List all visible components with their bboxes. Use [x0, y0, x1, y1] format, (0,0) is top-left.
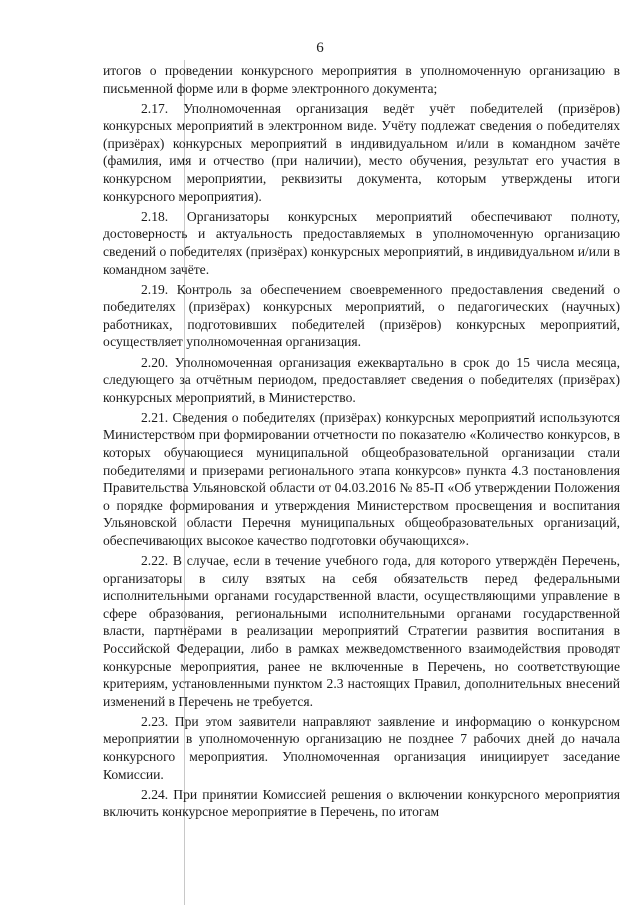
paragraph-2-19: 2.19. Контроль за обеспечением своевременного предоставления сведений о победителях (призёрах) конкурсных мероприятий, о педагогических (научных) работниках, подготовивших победителей (призёров) конкурсных мероприятий, осуществляет уполномоченная организация. — [103, 281, 620, 350]
paragraph-2-17: 2.17. Уполномоченная организация ведёт учёт победителей (призёров) конкурсных мероприятий в электронном виде. Учёту подлежат сведения о победителях (призёрах) конкурсных мероприятий в индивидуальном и/или в командном зачёте (фамилия, имя и отчество (при наличии), место обучения, результат его участия в конкурсном мероприятии, реквизиты документа, которым утверждены итоги конкурсного мероприятия). — [103, 100, 620, 204]
paragraph-continuation: итогов о проведении конкурсного мероприятия в уполномоченную организацию в письменной форме или в форме электронного документа; — [103, 63, 620, 96]
document-body — [103, 62, 620, 821]
paragraph-2-24: 2.24. При принятии Комиссией решения о включении конкурсного мероприятия включить конкурсное мероприятие в Перечень, по итогам — [103, 786, 620, 820]
paragraph-2-18: 2.18. Организаторы конкурсных мероприятий обеспечивают полноту, достоверность и актуальность предоставляемых в уполномоченную организацию сведений о победителях (призёрах) конкурсных мероприятий, в индивидуальном и/или в командном зачёте. — [103, 208, 620, 277]
page-number: 6 — [316, 40, 324, 56]
paragraph-2-21: 2.21. Сведения о победителях (призёрах) конкурсных мероприятий используются Министерством при формировании отчетности по показателю «Количество конкурсов, в которых обучающиеся муниципальной общеобразовательной организации стали победителями и призерами регионального этапа конкурсов» пункта 4.3 постановления Правительства Ульяновской области от 04.03.2016 № 85-П «Об утверждении Положения о порядке формирования и утверждения Министерством просвещения и воспитания Ульяновской области Перечня муниципальных общеобразовательных организаций, обеспечивающих высокое качество подготовки обучающихся». — [103, 409, 620, 548]
paragraph-2-20: 2.20. Уполномоченная организация ежеквартально в срок до 15 числа месяца, следующего за отчётным периодом, предоставляет сведения о победителях (призёрах) конкурсных мероприятий, в Министерство. — [103, 354, 620, 405]
paragraph-2-22: 2.22. В случае, если в течение учебного года, для которого утверждён Перечень, организаторы в силу взятых на себя обязательств перед федеральными исполнительными органами государственной власти, осуществляющими управление в сфере образования, региональными исполнительными органами государственной власти, партнёрами в реализации мероприятий Стратегии развития воспитания в Российской Федерации, либо в рамках межведомственного взаимодействия проводят конкурсные мероприятия, ранее не включенные в Перечень, но соответствующие критериям, установленными пунктом 2.3 настоящих Правил, дополнительных внесений изменений в Перечень не требуется. — [103, 553, 620, 709]
paragraph-2-23: 2.23. При этом заявители направляют заявление и информацию о конкурсном мероприятии в уполномоченную организацию не позднее 7 рабочих дней до начала конкурсного мероприятия. Уполномоченная организация инициирует заседание Комиссии. — [103, 713, 620, 782]
